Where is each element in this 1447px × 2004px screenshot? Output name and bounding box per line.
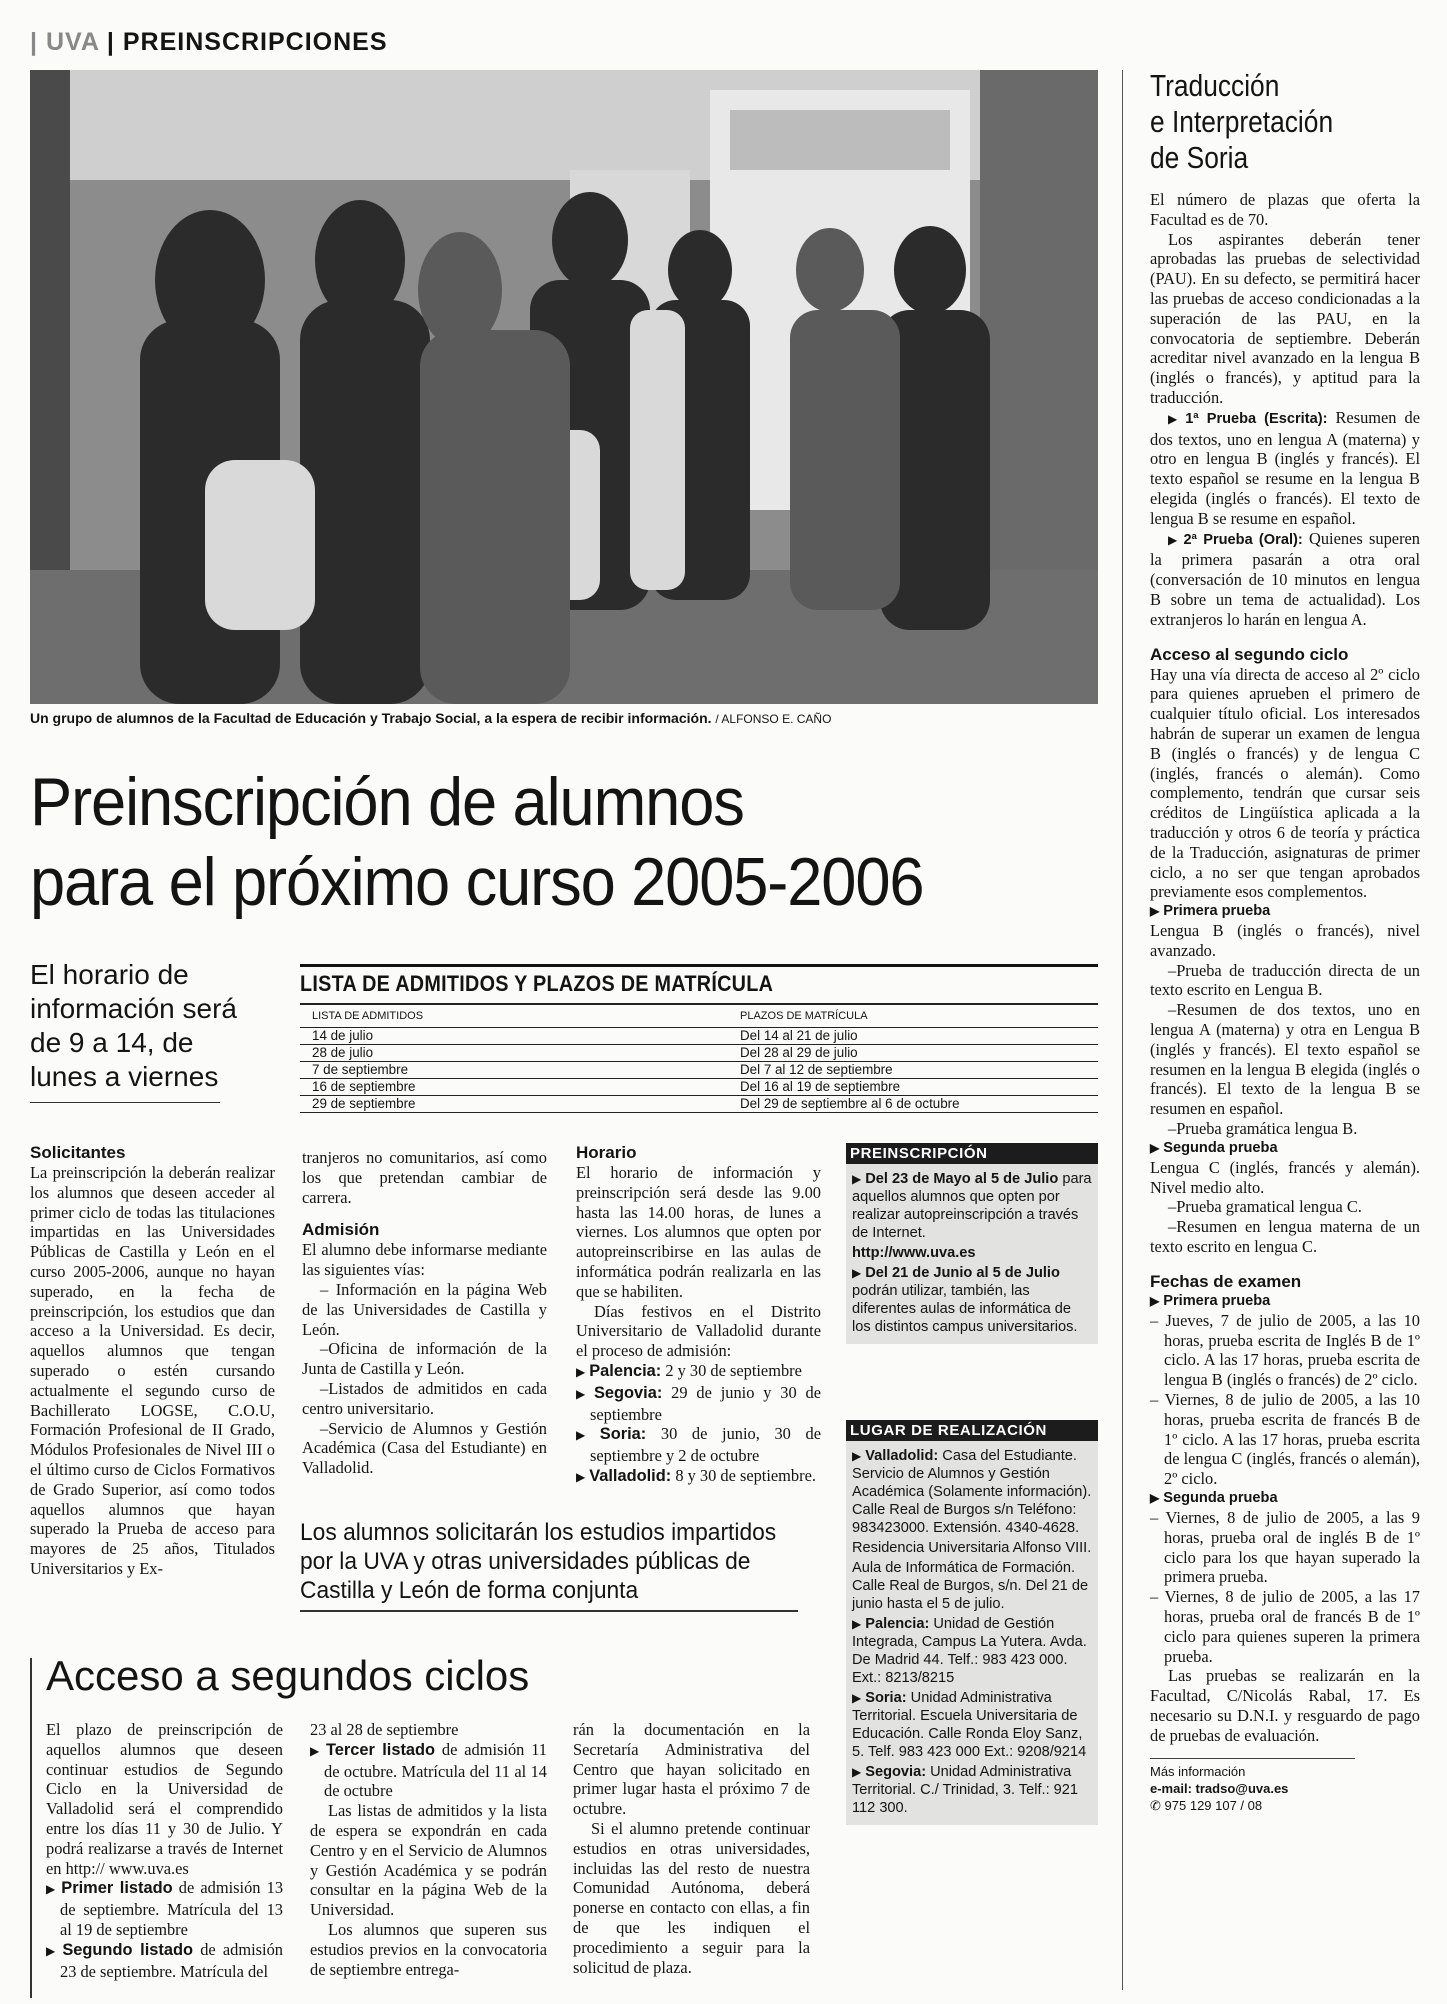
prueba-1: ▶ 1ª Prueba (Escrita): Resumen de dos textos, uno en lengua A (materna) y otro en lengua B (inglés y francés). El texto español se resume en la lengua B elegida (inglés o francés). El texto de lengua B se resume en español. bbox=[1150, 407, 1420, 528]
section-separator: | bbox=[106, 28, 115, 56]
prueba-item: –Prueba gramática lengua B. bbox=[1168, 1119, 1358, 1139]
pull-quote: Los alumnos solicitarán los estudios impartidos por la UVA y otras universidades públicas de Castilla y León de forma conjunta bbox=[300, 1519, 777, 1604]
triangle-bullet-icon: ▶ bbox=[852, 1691, 862, 1705]
headline bbox=[30, 762, 1025, 922]
triangle-bullet-icon: ▶ bbox=[1150, 1293, 1160, 1308]
caption-text: Un grupo de alumnos de la Facultad de Educación y Trabajo Social, a la espera de recibir información. bbox=[30, 710, 712, 726]
prueba-item: –Prueba gramatical lengua C. bbox=[1168, 1197, 1362, 1217]
admision-heading: Admisión bbox=[302, 1220, 380, 1240]
fecha-item: – Viernes, 8 de julio de 2005, a las 10 horas, prueba escrita de francés B de 1º ciclo. A las 17 horas, prueba escrita de lengua C (inglés, francés o alemán), 2º ciclo. bbox=[1150, 1390, 1420, 1489]
table-cell: Del 28 al 29 de julio bbox=[740, 1045, 858, 1060]
admision-column bbox=[302, 1148, 547, 1478]
horario-heading: Horario bbox=[576, 1143, 637, 1162]
admision-continued-text: tranjeros no comunitarios, así como los que pretendan cambiar de carrera. bbox=[302, 1148, 547, 1207]
festivo-item: ▶ Valladolid: 8 y 30 de septiembre. bbox=[576, 1465, 816, 1485]
acceso-text: Las listas de admitidos y la lista de espera se expondrán en cada Centro y en el Servicio de Alumnos y Gestión Académica y se podrán consultar en la página Web de la Universidad. bbox=[310, 1801, 547, 1920]
preinscripcion-box bbox=[846, 1143, 1098, 1344]
acceso-column-2 bbox=[310, 1720, 547, 1979]
soria-text: Las pruebas se realizarán en la Facultad, C/Nicolás Rabal, 17. Es necesario su D.N.I. y resguardo de pago de pruebas de evaluación. bbox=[1150, 1666, 1420, 1745]
triangle-bullet-icon: ▶ bbox=[852, 1617, 862, 1631]
prueba-item: –Resumen en lengua materna de un texto escrito en lengua C. bbox=[1150, 1217, 1420, 1257]
acceso-text: Los alumnos que superen sus estudios previos en la convocatoria de septiembre entrega- bbox=[310, 1919, 547, 1979]
admision-item: –Servicio de Alumnos y Gestión Académica (Casa del Estudiante) en Valladolid. bbox=[302, 1418, 547, 1478]
acceso-text: Si el alumno pretende continuar estudios en otras universidades, incluidas las del resto de nuestra Comunidad Autónoma, deberá ponerse en contacto con ellas, a fin de que les indiquen el procedimiento a seguir para la solicitud de plaza. bbox=[573, 1818, 810, 1977]
table-row bbox=[300, 1062, 1098, 1079]
contact-email: e-mail: tradso@uva.es bbox=[1150, 1780, 1289, 1796]
contact-phone: ✆ 975 129 107 / 08 bbox=[1150, 1797, 1263, 1813]
triangle-bullet-icon: ▶ bbox=[1150, 1491, 1160, 1506]
section-label: PREINSCRIPCIONES bbox=[122, 28, 388, 56]
contact-label: Más información bbox=[1150, 1763, 1246, 1779]
admision-item: – Información en la página Web de las Universidades de Castilla y León. bbox=[302, 1279, 547, 1339]
horario-text: El horario de información y preinscripción será desde las 9.00 hasta las 14.00 horas, de lunes a viernes. Los alumnos que opten por autopreinscribirse en las aulas de informática podrán realizarla en las que se habiliten. bbox=[576, 1163, 821, 1301]
solicitantes-heading: Solicitantes bbox=[30, 1143, 126, 1162]
fechas-primera-label: ▶ Primera prueba bbox=[1150, 1292, 1271, 1309]
acceso-text: El plazo de preinscripción de aquellos alumnos que deseen continuar estudios de Segundo Ciclo en la Universidad de Valladolid será el comprendido entre los días 11 y 30 de Julio. Y podrá realizarse a través de Internet en http:// www.uva.es bbox=[46, 1720, 283, 1878]
table-cell: 28 de julio bbox=[312, 1045, 374, 1060]
triangle-bullet-icon: ▶ bbox=[852, 1449, 862, 1463]
soria-text: Lengua C (inglés, francés y alemán). Nivel medio alto. bbox=[1150, 1157, 1420, 1197]
listado-item: ▶ Tercer listado de admisión 11 de octubre. Matrícula del 11 al 14 de octubre bbox=[310, 1739, 547, 1801]
headline-line-1: Preinscripción de alumnos bbox=[30, 764, 744, 840]
triangle-bullet-icon: ▶ bbox=[576, 1428, 596, 1443]
lugar-box-body bbox=[846, 1441, 1098, 1825]
prueba-2: ▶ 2ª Prueba (Oral): Quienes superen la primera pasarán a otra oral (conversación de 10 minutos en lengua B sobre un tema de actualidad). Los extranjeros lo harán en lengua A. bbox=[1150, 528, 1420, 629]
table-cell: 7 de septiembre bbox=[312, 1062, 409, 1077]
acceso-side-rule bbox=[30, 1658, 32, 1998]
lugar-extra: Residencia Universitaria Alfonso VIII. bbox=[852, 1540, 1092, 1556]
acceso-text: rán la documentación en la Secretaría Administrativa del Centro que hayan solicitado en primer lugar hasta el próximo 7 de octubre. bbox=[573, 1720, 810, 1819]
acceso-segundo-ciclo-heading: Acceso al segundo ciclo bbox=[1150, 644, 1349, 664]
table-cell: 16 de septiembre bbox=[312, 1079, 416, 1094]
table-cell: 29 de septiembre bbox=[312, 1096, 416, 1111]
triangle-bullet-icon: ▶ bbox=[576, 1364, 586, 1379]
preinscripcion-item: ▶ Del 23 de Mayo al 5 de Julio para aquellos alumnos que opten por realizar autopreinscripción a través de Internet. bbox=[852, 1171, 1092, 1241]
triangle-bullet-icon: ▶ bbox=[46, 1882, 58, 1897]
table-row bbox=[300, 1045, 1098, 1062]
soria-text: Hay una vía directa de acceso al 2º ciclo para quienes aprueben el primero de cualquier título oficial. Los interesados habrán de superar un examen de lengua B (inglés o francés) y de lengua C (inglés, francés o alemán). Como complemento, tendrán que cursar seis créditos de Lingüística aplicada a la traducción y otros 6 de teoría y práctica de la Traducción, asignaturas de primer ciclo, a no ser que tengan aprobados previamente esos complementos. bbox=[1150, 664, 1420, 902]
lugar-item: ▶ Valladolid: Casa del Estudiante. Servicio de Alumnos y Gestión Académica (Solamente información). Calle Real de Burgos s/n Teléfono: 983423000. Extensión. 4340-4628. bbox=[852, 1448, 1092, 1536]
triangle-bullet-icon: ▶ bbox=[852, 1765, 862, 1779]
listado-item: ▶ Primer listado de admisión 13 de septiembre. Matrícula del 13 al 19 de septiembre bbox=[46, 1878, 284, 1939]
table-cell: Del 14 al 21 de julio bbox=[740, 1028, 858, 1043]
fecha-item: – Viernes, 8 de julio de 2005, a las 9 horas, prueba oral de inglés B de 1º ciclo para los que hayan superado la primera prueba. bbox=[1150, 1508, 1420, 1587]
triangle-bullet-icon: ▶ bbox=[852, 1172, 862, 1186]
table-cell: Del 29 de septiembre al 6 de octubre bbox=[740, 1096, 960, 1111]
section-header bbox=[30, 28, 388, 57]
lugar-box bbox=[846, 1420, 1098, 1825]
acceso-column-1 bbox=[46, 1720, 283, 1981]
fechas-segunda-label: ▶ Segunda prueba bbox=[1150, 1490, 1278, 1507]
preinscripcion-box-title: PREINSCRIPCIÓN bbox=[846, 1143, 1098, 1164]
preinscripcion-box-body bbox=[846, 1164, 1098, 1344]
festivo-item: ▶ Soria: 30 de junio, 30 de septiembre y 2 de octubre bbox=[576, 1424, 821, 1466]
admision-item: –Oficina de información de la Junta de Castilla y León. bbox=[302, 1339, 547, 1379]
triangle-bullet-icon: ▶ bbox=[576, 1469, 586, 1484]
table-row bbox=[300, 1096, 1098, 1113]
uva-url: http://www.uva.es bbox=[852, 1245, 976, 1261]
triangle-bullet-icon: ▶ bbox=[46, 1943, 59, 1958]
lugar-item: ▶ Segovia: Unidad Administrativa Territorial. C./ Trinidad, 3. Telf.: 921 112 300. bbox=[852, 1764, 1079, 1816]
fechas-examen-heading: Fechas de examen bbox=[1150, 1271, 1302, 1291]
photo-caption bbox=[30, 710, 1098, 726]
festivo-item: ▶ Palencia: 2 y 30 de septiembre bbox=[576, 1360, 802, 1380]
triangle-bullet-icon: ▶ bbox=[1168, 411, 1182, 426]
prueba-item: –Prueba de traducción directa de un texto escrito en Lengua B. bbox=[1150, 960, 1420, 1000]
headline-line-2: para el próximo curso 2005-2006 bbox=[30, 844, 924, 920]
soria-text: Lengua B (inglés o francés), nivel avanzado. bbox=[1150, 921, 1420, 960]
acceso-continued: 23 al 28 de septiembre bbox=[310, 1720, 459, 1739]
triangle-bullet-icon: ▶ bbox=[852, 1266, 862, 1280]
triangle-bullet-icon: ▶ bbox=[1150, 1140, 1160, 1155]
solicitantes-text: La preinscripción la deberán realizar los alumnos que deseen acceder al primer ciclo de todas las titulaciones impartidas en las Universidades Públicas de Castilla y León en el curso 2005-2006, aunque no hayan superado, en la fecha de preinscripción, los estudios que dan acceso a la Universidad. Es decir, aquellos alumnos que tengan superado o estén cursando actualmente el segundo curso de Bachillerato LOGSE, C.O.U, Formación Profesional de II Grado, Módulos Profesionales de Nivel III o el último curso de Ciclos Formativos de Grado Superior, así como todos aquellos alumnos que hayan superado la Prueba de acceso para mayores de 25 años, Titulados Universitarios y Ex- bbox=[30, 1163, 275, 1578]
soria-text: Los aspirantes deberán tener aprobadas las pruebas de selectividad (PAU). En su defecto, se permitirá hacer las pruebas de acceso condicionadas a la superación de las PAU, en la convocatoria de septiembre. Deberán acreditar nivel avanzado en la lengua B (inglés o francés), y aptitud para la traducción. bbox=[1150, 229, 1420, 407]
horario-column bbox=[576, 1142, 821, 1488]
pull-quote-rule bbox=[300, 1610, 798, 1612]
lugar-item: ▶ Palencia: Unidad de Gestión Integrada, Campus La Yutera. Avda. De Madrid 44. Telf.: 983 423 000. Ext.: 8213/8215 bbox=[852, 1616, 1087, 1686]
fecha-item: – Viernes, 8 de julio de 2005, a las 17 horas, prueba oral de francés B de 1º ciclo para quienes superen la primera prueba. bbox=[1150, 1587, 1420, 1666]
subheadline-rule bbox=[30, 1102, 220, 1103]
fecha-item: – Jueves, 7 de julio de 2005, a las 10 horas, prueba escrita de Inglés B de 1º ciclo. A las 17 horas, prueba escrita de lengua B (inglés o francés) de 2º ciclo. bbox=[1150, 1310, 1420, 1390]
table-header-plazos: PLAZOS DE MATRÍCULA bbox=[740, 1010, 868, 1022]
listado-item: ▶ Segundo listado de admisión 23 de septiembre. Matrícula del bbox=[46, 1939, 283, 1981]
section-uva: UVA bbox=[45, 28, 99, 56]
horario-festivos: Días festivos en el Distrito Universitario de Valladolid durante el proceso de admisión: bbox=[576, 1301, 821, 1361]
soria-sidebar bbox=[1150, 68, 1420, 1814]
students-photo-illustration bbox=[30, 70, 1098, 704]
table-cell: Del 16 al 19 de septiembre bbox=[740, 1079, 901, 1094]
festivo-item: ▶ Segovia: 29 de junio y 30 de septiembre bbox=[576, 1382, 821, 1424]
lugar-item: ▶ Soria: Unidad Administrativa Territorial. Escuela Universitaria de Educación. Calle Ronda Eloy Sanz, 5. Telf. 983 423 000 Ext.: 9208/9214 bbox=[852, 1690, 1087, 1760]
acceso-heading: Acceso a segundos ciclos bbox=[46, 1652, 530, 1699]
triangle-bullet-icon: ▶ bbox=[1168, 532, 1180, 547]
soria-text: El número de plazas que oferta la Facultad es de 70. bbox=[1150, 190, 1420, 229]
segunda-prueba-label: ▶ Segunda prueba bbox=[1150, 1139, 1278, 1156]
table-cell: Del 7 al 12 de septiembre bbox=[740, 1062, 893, 1077]
subheadline: El horario de información será de 9 a 14, de lunes a viernes bbox=[30, 959, 237, 1092]
email-link[interactable]: tradso@uva.es bbox=[1195, 1780, 1289, 1796]
triangle-bullet-icon: ▶ bbox=[576, 1386, 590, 1401]
admissions-table bbox=[300, 964, 1098, 1113]
column-divider bbox=[1122, 70, 1123, 1990]
news-photo bbox=[30, 70, 1098, 704]
contact-info bbox=[1150, 1758, 1355, 1814]
table-title: LISTA DE ADMITIDOS Y PLAZOS DE MATRÍCULA bbox=[300, 971, 774, 996]
soria-title: Traducción e Interpretación de Soria bbox=[1150, 68, 1334, 175]
table-cell: 14 de julio bbox=[312, 1028, 374, 1043]
primera-prueba-label: ▶ Primera prueba bbox=[1150, 903, 1271, 920]
admision-intro: El alumno debe informarse mediante las siguientes vías: bbox=[302, 1240, 547, 1280]
preinscripcion-item: ▶ Del 21 de Junio al 5 de Julio podrán utilizar, también, las diferentes aulas de informática de los distintos campus universitarios. bbox=[852, 1265, 1078, 1335]
lugar-box-title: LUGAR DE REALIZACIÓN bbox=[846, 1420, 1098, 1441]
section-prefix: | bbox=[30, 28, 38, 56]
admision-item: –Listados de admitidos en cada centro universitario. bbox=[302, 1378, 547, 1418]
table-header-admitidos: LISTA DE ADMITIDOS bbox=[312, 1010, 424, 1022]
photo-credit: / ALFONSO E. CAÑO bbox=[715, 712, 832, 726]
acceso-column-3 bbox=[573, 1720, 810, 1977]
table-top-rule bbox=[300, 964, 1098, 967]
table-row bbox=[300, 1079, 1098, 1096]
triangle-bullet-icon: ▶ bbox=[1150, 904, 1160, 919]
table-row bbox=[300, 1028, 1098, 1045]
triangle-bullet-icon: ▶ bbox=[310, 1743, 322, 1758]
prueba-item: –Resumen de dos textos, uno en lengua A (materna) y otra en Lengua B (inglés y francés). El texto español se resumen en la lengua B elegida (inglés o francés). El texto de la lengua B se resumen en español. bbox=[1150, 1000, 1420, 1119]
lugar-extra: Aula de Informática de Formación. Calle Real de Burgos, s/n. Del 21 de junio hasta el 5 de julio. bbox=[852, 1560, 1089, 1612]
phone-icon: ✆ bbox=[1150, 1797, 1161, 1813]
solicitantes-column bbox=[30, 1142, 275, 1579]
table-header-row bbox=[300, 1003, 1098, 1028]
